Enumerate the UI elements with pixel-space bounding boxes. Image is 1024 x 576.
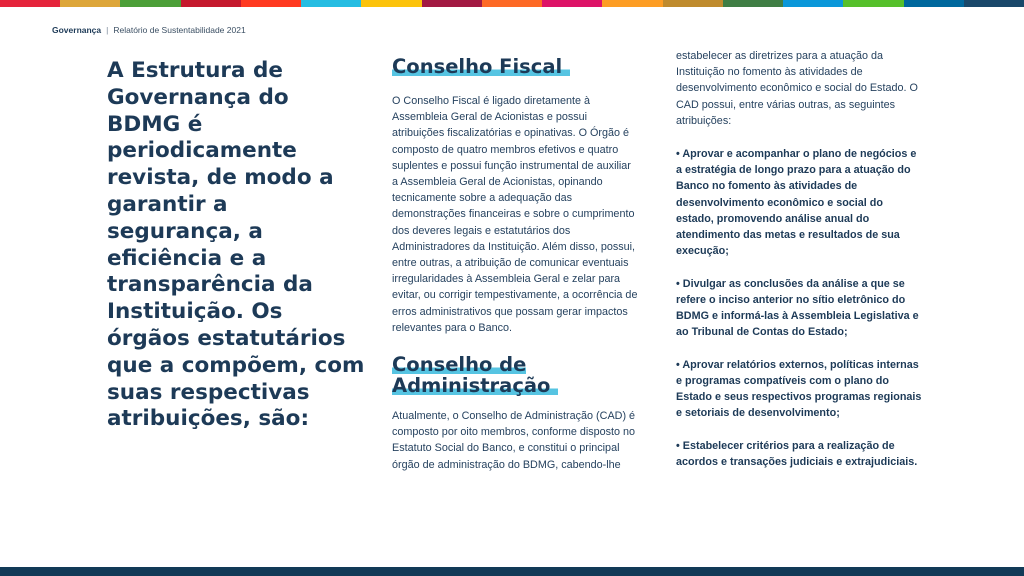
- header-separator: |: [106, 25, 109, 35]
- attribution-item: • Divulgar as conclusões da análise a que se refere o inciso anterior no sítio eletrônico do BDMG e informá-las à Assembleia Legislativa e ao Tribunal de Contas do Estado;: [676, 277, 919, 339]
- page-header: [52, 25, 246, 35]
- color-segment: [602, 0, 662, 7]
- attribution-item: • Estabelecer critérios para a realização de acordos e transações judiciais e extrajudiciais.: [676, 439, 918, 468]
- color-segment: [783, 0, 843, 7]
- conselho-administracao-heading: [392, 354, 638, 396]
- color-segment: [301, 0, 361, 7]
- header-report-title: Relatório de Sustentabilidade 2021: [113, 25, 246, 35]
- color-segment: [723, 0, 783, 7]
- color-segment: [120, 0, 180, 7]
- conselho-administracao-continuation: estabelecer as diretrizes para a atuação da Instituição no fomento às atividades de desenvolvimento econômico e social do Estado. O CAD possui, entre várias outras, as seguintes atribuições:: [676, 50, 918, 127]
- color-segment: [0, 0, 60, 7]
- color-segment: [663, 0, 723, 7]
- color-segment: [843, 0, 903, 7]
- sdg-color-bar: [0, 0, 1024, 7]
- color-segment: [904, 0, 964, 7]
- attribution-item: • Aprovar e acompanhar o plano de negócios e a estratégia de longo prazo para a atuação do Banco no fomento às atividades de desenvolvimento econômico e social do estado, promovendo análise anual do atendimento das metas e resultados de sua execução;: [676, 148, 917, 258]
- color-segment: [241, 0, 301, 7]
- color-segment: [60, 0, 120, 7]
- conselho-fiscal-text: O Conselho Fiscal é ligado diretamente à Assembleia Geral de Acionistas e possui atribuições fiscalizatórias e opinativas. O Órgão é composto de quatro membros efetivos e quatro suplentes e possui função instrumental de auxiliar a Assembleia Geral de Acionistas, opinando tecnicamente sobre a adequação das demonstrações financeiras e sobre o cumprimento dos deveres legais e estatutários dos Administradores da Instituição. Além disso, possui, entre outras, a atribuição de comunicar eventuais irregularidades à Assembleia Geral e zelar para evitar, ou corrigir tempestivamente, a ocorrência de erros administrativos que possam gerar impactos relevantes para o Banco.: [392, 95, 638, 334]
- conselho-administracao-title: Conselho de Administração: [392, 353, 558, 397]
- color-segment: [422, 0, 482, 7]
- color-segment: [964, 0, 1024, 7]
- attribution-item: • Aprovar relatórios externos, políticas internas e programas compatíveis com o plano do Estado e seus respectivos programas regionais e setoriais de desenvolvimento;: [676, 358, 922, 420]
- conselho-fiscal-title: Conselho Fiscal: [392, 55, 570, 78]
- color-segment: [482, 0, 542, 7]
- color-segment: [361, 0, 421, 7]
- conselho-fiscal-heading: [392, 56, 638, 77]
- conselho-administracao-text: Atualmente, o Conselho de Administração (CAD) é composto por oito membros, conforme disposto no Estatuto Social do Banco, e constitui o principal órgão de administração do BDMG, cabendo-lhe: [392, 410, 636, 471]
- middle-column: [392, 56, 638, 473]
- header-section: Governança: [52, 25, 102, 35]
- main-title: A Estrutura de Governança do BDMG é periodicamente revista, de modo a garantir a segurança, a eficiência e a transparência da Instituição. Os órgãos estatutários que a compõem, com suas respectivas atribuições, são:: [107, 58, 365, 432]
- bottom-bar: [0, 567, 1024, 576]
- color-segment: [542, 0, 602, 7]
- right-column: [676, 48, 922, 486]
- attributions-list: [676, 146, 922, 470]
- color-segment: [181, 0, 241, 7]
